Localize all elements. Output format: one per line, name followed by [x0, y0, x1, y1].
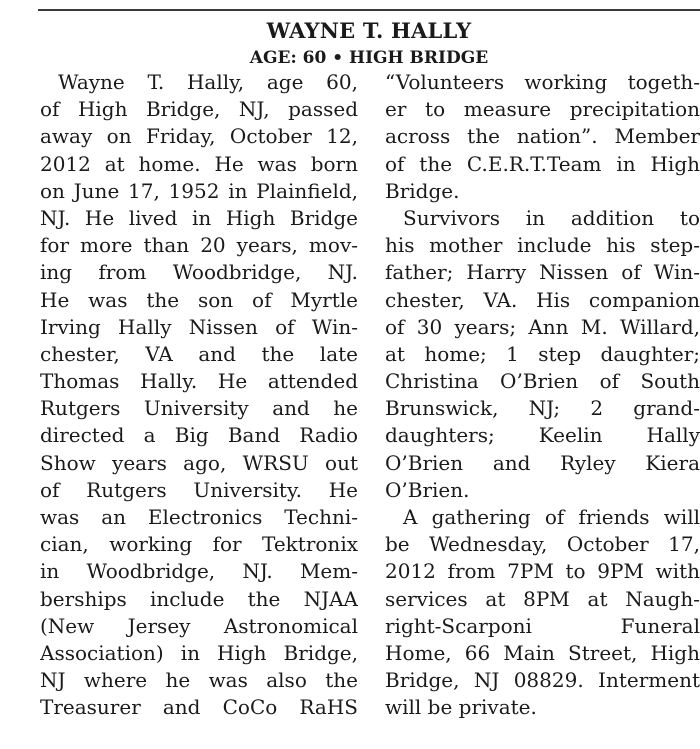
- text-line: Christina O’Brien of South: [385, 369, 700, 394]
- text-line: cian, working for Tektronix: [40, 532, 358, 557]
- text-line: across the nation”. Member: [385, 124, 700, 149]
- text-line: of High Bridge, NJ, passed: [40, 97, 358, 122]
- text-line: “Volunteers working togeth-: [385, 70, 700, 94]
- text-line: services at 8PM at Naugh-: [385, 586, 700, 611]
- text-line: 2012 from 7PM to 9PM with: [385, 559, 700, 584]
- text-line: He was the son of Myrtle: [40, 287, 358, 312]
- text-line: Bridge, NJ 08829. Interment: [385, 668, 700, 693]
- text-line: O’Brien and Ryley Kiera: [385, 450, 700, 475]
- text-line: O’Brien.: [385, 477, 470, 502]
- text-line: Treasurer and CoCo RaHS: [40, 695, 358, 720]
- obituary-subtitle: AGE: 60 • HIGH BRIDGE: [249, 48, 489, 68]
- text-line: at home; 1 step daughter;: [385, 341, 700, 366]
- text-line: his mother include his step-: [385, 233, 700, 258]
- obituary-name: WAYNE T. HALLY: [266, 18, 472, 43]
- text-line: away on Friday, October 12,: [40, 124, 358, 149]
- text-line: ing from Woodbridge, NJ.: [40, 260, 358, 285]
- top-rule: [38, 9, 700, 11]
- text-line: directed a Big Band Radio: [40, 423, 358, 448]
- text-line: Association) in High Bridge,: [40, 640, 358, 665]
- text-line: in Woodbridge, NJ. Mem-: [40, 559, 358, 584]
- left-column: [40, 69, 358, 722]
- text-line: Show years ago, WRSU out: [40, 450, 358, 475]
- text-line: of the C.E.R.T.Team in High: [385, 151, 700, 176]
- text-line: A gathering of friends will: [403, 505, 700, 529]
- text-line: (New Jersey Astronomical: [40, 613, 358, 638]
- text-line: Irving Hally Nissen of Win-: [40, 314, 358, 339]
- text-line: NJ where he was also the: [40, 668, 358, 693]
- text-line: will be private.: [385, 695, 537, 720]
- text-line: er to measure precipitation: [385, 97, 700, 122]
- text-line: on June 17, 1952 in Plainfield,: [40, 178, 358, 203]
- text-line: Rutgers University and he: [40, 396, 358, 421]
- text-line: chester, VA. His companion: [385, 287, 700, 312]
- text-line: of 30 years; Ann M. Willard,: [385, 314, 700, 339]
- text-line: daughters; Keelin Hally: [385, 423, 700, 448]
- text-line: for more than 20 years, mov-: [40, 233, 358, 258]
- text-line: Thomas Hally. He attended: [40, 369, 358, 394]
- text-line: Bridge.: [385, 178, 460, 203]
- text-line: Survivors in addition to: [403, 205, 700, 230]
- text-line: berships include the NJAA: [40, 586, 358, 611]
- text-line: Home, 66 Main Street, High: [385, 640, 700, 665]
- text-line: be Wednesday, October 17,: [385, 532, 700, 557]
- text-line: 2012 at home. He was born: [40, 151, 358, 176]
- text-line: Brunswick, NJ; 2 grand-: [385, 396, 700, 421]
- right-column: [385, 69, 700, 722]
- text-line: Wayne T. Hally, age 60,: [58, 70, 358, 94]
- text-line: NJ. He lived in High Bridge: [40, 205, 358, 230]
- text-line: was an Electronics Techni-: [40, 505, 358, 529]
- text-line: father; Harry Nissen of Win-: [385, 260, 700, 285]
- text-line: of Rutgers University. He: [40, 477, 358, 502]
- text-line: chester, VA and the late: [40, 341, 358, 366]
- text-line: right-Scarponi Funeral: [385, 613, 700, 638]
